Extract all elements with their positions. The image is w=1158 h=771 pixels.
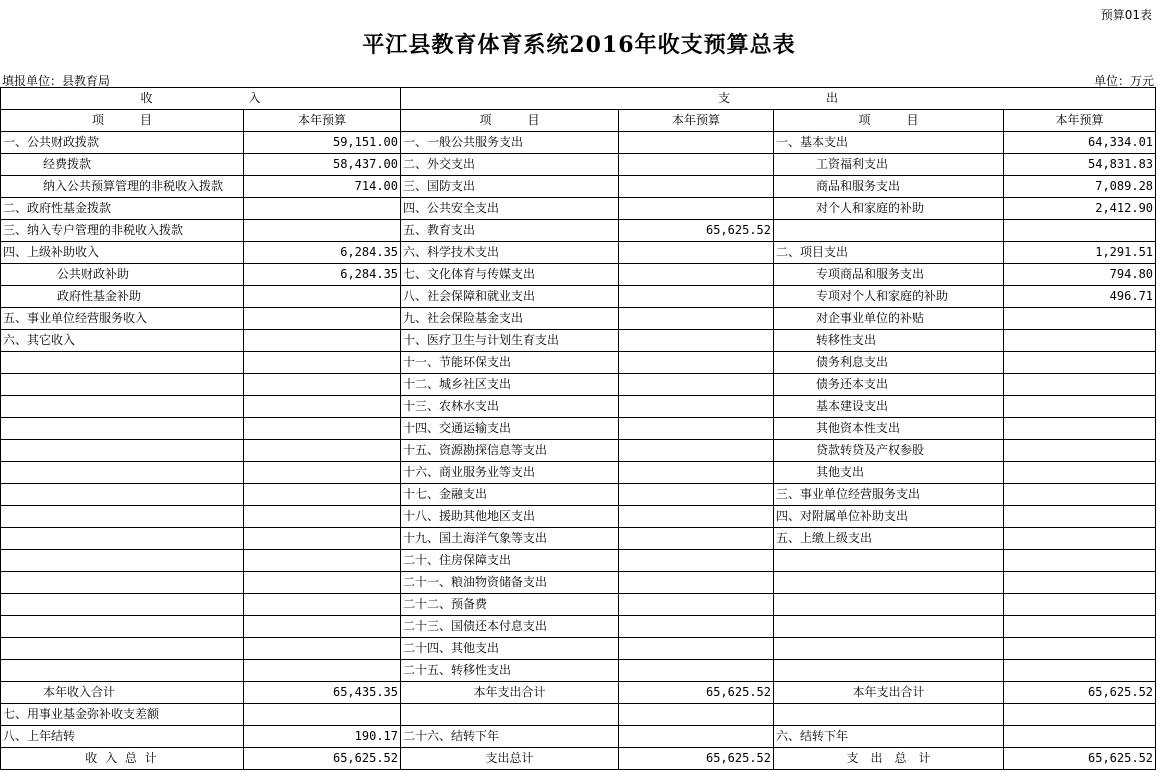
function-item: 二十六、结转下年 [401, 726, 619, 748]
function-budget [619, 330, 774, 352]
table-row [1, 682, 1156, 704]
economic-budget [1004, 704, 1156, 726]
function-budget [619, 704, 774, 726]
income-budget [244, 462, 401, 484]
income-budget [244, 616, 401, 638]
income-budget: 6,284.35 [244, 242, 401, 264]
function-item: 四、公共安全支出 [401, 198, 619, 220]
table-row [1, 396, 1156, 418]
table-row [1, 374, 1156, 396]
function-item: 三、国防支出 [401, 176, 619, 198]
income-budget: 190.17 [244, 726, 401, 748]
economic-item: 对企事业单位的补贴 [774, 308, 1004, 330]
economic-item: 一、基本支出 [774, 132, 1004, 154]
economic-item: 二、项目支出 [774, 242, 1004, 264]
income-budget [244, 396, 401, 418]
economic-item [774, 704, 1004, 726]
function-budget [619, 176, 774, 198]
income-budget [244, 198, 401, 220]
function-budget [619, 154, 774, 176]
function-item: 十八、援助其他地区支出 [401, 506, 619, 528]
economic-item [774, 616, 1004, 638]
function-budget [619, 374, 774, 396]
function-item: 十三、农林水支出 [401, 396, 619, 418]
economic-item [774, 660, 1004, 682]
reporting-unit: 填报单位：县教育局 [2, 74, 111, 88]
function-budget [619, 264, 774, 286]
table-row [1, 264, 1156, 286]
table-row [1, 594, 1156, 616]
function-item [401, 704, 619, 726]
income-item-header: 项 目 [1, 110, 244, 132]
economic-item: 债务还本支出 [774, 374, 1004, 396]
economic-item: 基本建设支出 [774, 396, 1004, 418]
function-item: 十七、金融支出 [401, 484, 619, 506]
income-budget: 6,284.35 [244, 264, 401, 286]
function-item: 十四、交通运输支出 [401, 418, 619, 440]
function-item: 十九、国土海洋气象等支出 [401, 528, 619, 550]
income-budget: 58,437.00 [244, 154, 401, 176]
economic-item: 转移性支出 [774, 330, 1004, 352]
table-row [1, 440, 1156, 462]
function-budget [619, 506, 774, 528]
income-budget [244, 528, 401, 550]
income-item [1, 616, 244, 638]
income-item: 公共财政补助 [1, 264, 244, 286]
function-budget: 65,625.52 [619, 748, 774, 770]
expense-header: 支 出 [401, 88, 1156, 110]
income-item: 六、其它收入 [1, 330, 244, 352]
income-budget: 65,435.35 [244, 682, 401, 704]
economic-budget [1004, 396, 1156, 418]
function-item: 八、社会保障和就业支出 [401, 286, 619, 308]
function-item: 二十五、转移性支出 [401, 660, 619, 682]
function-budget [619, 572, 774, 594]
economic-budget: 7,089.28 [1004, 176, 1156, 198]
header-row-2 [1, 110, 1156, 132]
table-row [1, 660, 1156, 682]
income-item: 一、公共财政拨款 [1, 132, 244, 154]
income-budget [244, 594, 401, 616]
form-number: 预算01表 [1100, 8, 1152, 22]
function-budget [619, 396, 774, 418]
function-budget [619, 418, 774, 440]
income-item: 七、用事业基金弥补收支差额 [1, 704, 244, 726]
income-budget [244, 440, 401, 462]
economic-budget [1004, 330, 1156, 352]
economic-item: 其他支出 [774, 462, 1004, 484]
economic-budget [1004, 638, 1156, 660]
function-budget [619, 352, 774, 374]
function-item: 二十二、预备费 [401, 594, 619, 616]
income-budget: 65,625.52 [244, 748, 401, 770]
income-item [1, 660, 244, 682]
table-row [1, 132, 1156, 154]
function-budget-header: 本年预算 [619, 110, 774, 132]
function-item: 一、一般公共服务支出 [401, 132, 619, 154]
table-row [1, 220, 1156, 242]
header-row-1 [1, 88, 1156, 110]
table-row [1, 748, 1156, 770]
function-budget [619, 726, 774, 748]
economic-budget [1004, 462, 1156, 484]
function-item: 十六、商业服务业等支出 [401, 462, 619, 484]
economic-item: 五、上缴上级支出 [774, 528, 1004, 550]
function-budget [619, 286, 774, 308]
income-budget [244, 484, 401, 506]
economic-item: 本年支出合计 [774, 682, 1004, 704]
income-item: 经费拨款 [1, 154, 244, 176]
economic-budget [1004, 660, 1156, 682]
economic-item [774, 638, 1004, 660]
economic-item [774, 550, 1004, 572]
economic-budget [1004, 506, 1156, 528]
income-budget [244, 660, 401, 682]
economic-budget: 2,412.90 [1004, 198, 1156, 220]
income-item: 政府性基金补助 [1, 286, 244, 308]
function-item: 七、文化体育与传媒支出 [401, 264, 619, 286]
function-item: 二十三、国债还本付息支出 [401, 616, 619, 638]
function-item-header: 项 目 [401, 110, 619, 132]
function-budget [619, 308, 774, 330]
table-row [1, 308, 1156, 330]
table-row [1, 638, 1156, 660]
function-item: 九、社会保险基金支出 [401, 308, 619, 330]
economic-item: 对个人和家庭的补助 [774, 198, 1004, 220]
table-row [1, 176, 1156, 198]
income-item [1, 550, 244, 572]
currency-unit: 单位：万元 [1093, 74, 1154, 88]
income-budget: 59,151.00 [244, 132, 401, 154]
economic-budget: 65,625.52 [1004, 682, 1156, 704]
economic-budget [1004, 726, 1156, 748]
income-budget [244, 308, 401, 330]
function-budget [619, 484, 774, 506]
income-item [1, 418, 244, 440]
economic-item [774, 220, 1004, 242]
economic-budget [1004, 352, 1156, 374]
income-item: 八、上年结转 [1, 726, 244, 748]
function-budget [619, 242, 774, 264]
economic-item: 支 出 总 计 [774, 748, 1004, 770]
economic-budget: 65,625.52 [1004, 748, 1156, 770]
income-item: 四、上级补助收入 [1, 242, 244, 264]
economic-budget: 1,291.51 [1004, 242, 1156, 264]
income-item [1, 462, 244, 484]
economic-budget [1004, 418, 1156, 440]
function-item: 二十一、粮油物资储备支出 [401, 572, 619, 594]
economic-budget: 496.71 [1004, 286, 1156, 308]
economic-item: 四、对附属单位补助支出 [774, 506, 1004, 528]
income-budget [244, 638, 401, 660]
income-item: 二、政府性基金拨款 [1, 198, 244, 220]
table-row [1, 198, 1156, 220]
table-row [1, 506, 1156, 528]
income-item [1, 374, 244, 396]
function-budget [619, 638, 774, 660]
economic-item: 商品和服务支出 [774, 176, 1004, 198]
income-item: 纳入公共预算管理的非税收入拨款 [1, 176, 244, 198]
function-budget: 65,625.52 [619, 682, 774, 704]
economic-item-header: 项 目 [774, 110, 1004, 132]
income-budget [244, 220, 401, 242]
table-row [1, 286, 1156, 308]
economic-item: 六、结转下年 [774, 726, 1004, 748]
income-item: 本年收入合计 [1, 682, 244, 704]
economic-budget [1004, 440, 1156, 462]
income-budget [244, 418, 401, 440]
income-budget-header: 本年预算 [244, 110, 401, 132]
income-budget [244, 506, 401, 528]
economic-budget: 64,334.01 [1004, 132, 1156, 154]
function-budget: 65,625.52 [619, 220, 774, 242]
income-budget [244, 550, 401, 572]
table-row [1, 550, 1156, 572]
economic-budget [1004, 616, 1156, 638]
income-budget: 714.00 [244, 176, 401, 198]
economic-budget-header: 本年预算 [1004, 110, 1156, 132]
table-row [1, 616, 1156, 638]
economic-budget [1004, 572, 1156, 594]
income-item [1, 572, 244, 594]
function-item: 十五、资源勘探信息等支出 [401, 440, 619, 462]
income-item [1, 506, 244, 528]
function-budget [619, 198, 774, 220]
income-item [1, 594, 244, 616]
function-budget [619, 616, 774, 638]
economic-budget [1004, 308, 1156, 330]
function-item: 支出总计 [401, 748, 619, 770]
table-row [1, 330, 1156, 352]
function-budget [619, 462, 774, 484]
income-budget [244, 572, 401, 594]
economic-budget [1004, 594, 1156, 616]
economic-budget [1004, 220, 1156, 242]
income-item [1, 638, 244, 660]
income-item [1, 396, 244, 418]
function-budget [619, 132, 774, 154]
income-budget [244, 286, 401, 308]
income-budget [244, 330, 401, 352]
function-item: 六、科学技术支出 [401, 242, 619, 264]
function-budget [619, 660, 774, 682]
income-item [1, 528, 244, 550]
economic-item: 其他资本性支出 [774, 418, 1004, 440]
income-item: 三、纳入专户管理的非税收入拨款 [1, 220, 244, 242]
economic-item: 专项对个人和家庭的补助 [774, 286, 1004, 308]
income-header: 收 入 [1, 88, 401, 110]
income-item [1, 484, 244, 506]
income-item [1, 440, 244, 462]
economic-budget [1004, 374, 1156, 396]
function-item: 二、外交支出 [401, 154, 619, 176]
function-budget [619, 594, 774, 616]
economic-item [774, 594, 1004, 616]
function-item: 五、教育支出 [401, 220, 619, 242]
budget-table [0, 87, 1156, 770]
page-title: 平江县教育体育系统2016年收支预算总表 [362, 32, 796, 58]
table-row [1, 704, 1156, 726]
table-row [1, 352, 1156, 374]
income-item: 五、事业单位经营服务收入 [1, 308, 244, 330]
function-item: 十二、城乡社区支出 [401, 374, 619, 396]
table-row [1, 418, 1156, 440]
economic-item: 三、事业单位经营服务支出 [774, 484, 1004, 506]
income-budget [244, 374, 401, 396]
income-item [1, 352, 244, 374]
economic-item: 贷款转贷及产权参股 [774, 440, 1004, 462]
income-budget [244, 352, 401, 374]
table-row [1, 484, 1156, 506]
economic-budget [1004, 528, 1156, 550]
table-row [1, 528, 1156, 550]
table-row [1, 726, 1156, 748]
economic-budget [1004, 550, 1156, 572]
economic-item [774, 572, 1004, 594]
economic-item: 专项商品和服务支出 [774, 264, 1004, 286]
function-budget [619, 550, 774, 572]
function-item: 二十四、其他支出 [401, 638, 619, 660]
function-item: 十一、节能环保支出 [401, 352, 619, 374]
table-row [1, 572, 1156, 594]
table-row [1, 242, 1156, 264]
economic-budget: 54,831.83 [1004, 154, 1156, 176]
economic-item: 债务利息支出 [774, 352, 1004, 374]
economic-budget [1004, 484, 1156, 506]
function-item: 二十、住房保障支出 [401, 550, 619, 572]
income-budget [244, 704, 401, 726]
table-row [1, 154, 1156, 176]
function-budget [619, 528, 774, 550]
income-item: 收 入 总 计 [1, 748, 244, 770]
economic-item: 工资福利支出 [774, 154, 1004, 176]
function-item: 十、医疗卫生与计划生育支出 [401, 330, 619, 352]
table-row [1, 462, 1156, 484]
function-budget [619, 440, 774, 462]
function-item: 本年支出合计 [401, 682, 619, 704]
economic-budget: 794.80 [1004, 264, 1156, 286]
